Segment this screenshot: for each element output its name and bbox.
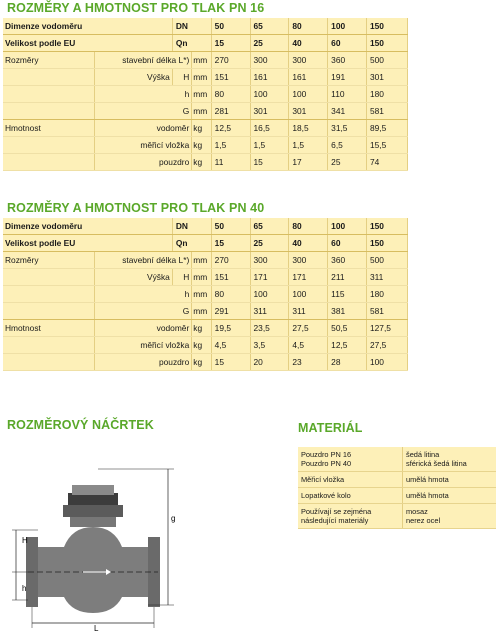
material-key: Měřicí vložka bbox=[298, 472, 403, 488]
cell-value: 100 bbox=[289, 86, 328, 103]
label-H: H bbox=[22, 536, 28, 545]
sub-label: stavební délka L*) bbox=[95, 52, 192, 69]
cell-value: 360 bbox=[328, 52, 367, 69]
group-label bbox=[3, 86, 95, 103]
cell-value: 180 bbox=[366, 86, 407, 103]
sub-key: H bbox=[172, 269, 191, 286]
cell-value: 15 bbox=[211, 354, 250, 371]
row-key: Qn bbox=[172, 35, 211, 52]
unit-label: mm bbox=[192, 86, 211, 103]
dims-row bbox=[3, 52, 408, 69]
cell-value: 31,5 bbox=[328, 120, 367, 137]
row-label: Dimenze vodoměru bbox=[3, 18, 172, 35]
unit-label: kg bbox=[192, 120, 211, 137]
cell-value: 300 bbox=[289, 252, 328, 269]
cell-value: 127,5 bbox=[366, 320, 407, 337]
cell-value: 161 bbox=[289, 69, 328, 86]
unit-label: kg bbox=[192, 137, 211, 154]
material-key: Pouzdro PN 16 Pouzdro PN 40 bbox=[298, 447, 403, 472]
sub-label: měřicí vložka bbox=[95, 337, 192, 354]
material-value: umělá hmota bbox=[403, 488, 497, 504]
cell-value: 300 bbox=[250, 52, 289, 69]
cell-value: 270 bbox=[211, 252, 250, 269]
material-key: Lopatkové kolo bbox=[298, 488, 403, 504]
cell-value: 100 bbox=[366, 354, 407, 371]
weight-row bbox=[3, 337, 408, 354]
label-L: L bbox=[94, 624, 99, 633]
material-row bbox=[298, 447, 496, 472]
group-label bbox=[3, 154, 95, 171]
cell-value: 100 bbox=[289, 286, 328, 303]
cell-value: 300 bbox=[289, 52, 328, 69]
weight-row bbox=[3, 320, 408, 337]
size-row bbox=[3, 35, 408, 52]
dims-row bbox=[3, 86, 408, 103]
cell-value: 581 bbox=[366, 103, 407, 120]
cell-value: 100 bbox=[250, 86, 289, 103]
cell-value: 28 bbox=[328, 354, 367, 371]
cell-value: 360 bbox=[328, 252, 367, 269]
row-label: Velikost podle EU bbox=[3, 35, 172, 52]
group-label bbox=[3, 286, 95, 303]
sub-label: vodoměr bbox=[95, 320, 192, 337]
cell-value: 3,5 bbox=[250, 337, 289, 354]
sub-label: vodoměr bbox=[95, 120, 192, 137]
unit-label: mm bbox=[192, 52, 211, 69]
material-value: mosaz nerez ocel bbox=[403, 504, 497, 529]
cell-value: 171 bbox=[289, 269, 328, 286]
cell-value: 80 bbox=[289, 218, 328, 235]
register-body bbox=[68, 493, 118, 507]
sub-label: h bbox=[95, 286, 192, 303]
dims-row bbox=[3, 252, 408, 269]
row-label: Dimenze vodoměru bbox=[3, 218, 172, 235]
cell-value: 100 bbox=[250, 286, 289, 303]
cell-value: 270 bbox=[211, 52, 250, 69]
cell-value: 191 bbox=[328, 69, 367, 86]
unit-label: mm bbox=[192, 303, 211, 320]
pn40-title: ROZMĚRY A HMOTNOST PRO TLAK PN 40 bbox=[7, 201, 265, 215]
cell-value: 15 bbox=[211, 235, 250, 252]
group-label: Rozměry bbox=[3, 52, 95, 69]
material-row bbox=[298, 472, 496, 488]
sub-label: pouzdro bbox=[95, 154, 192, 171]
cell-value: 150 bbox=[366, 235, 407, 252]
cell-value: 500 bbox=[366, 252, 407, 269]
cell-value: 151 bbox=[211, 69, 250, 86]
meter-body bbox=[38, 527, 148, 613]
cell-value: 23,5 bbox=[250, 320, 289, 337]
row-key: DN bbox=[172, 18, 211, 35]
cell-value: 301 bbox=[289, 103, 328, 120]
cell-value: 40 bbox=[289, 35, 328, 52]
dimension-row bbox=[3, 18, 408, 35]
group-label: Rozměry bbox=[3, 252, 95, 269]
cell-value: 211 bbox=[328, 269, 367, 286]
sub-label: měřicí vložka bbox=[95, 137, 192, 154]
row-label: Velikost podle EU bbox=[3, 235, 172, 252]
cell-value: 581 bbox=[366, 303, 407, 320]
cell-value: 281 bbox=[211, 103, 250, 120]
sub-label: Výška bbox=[95, 269, 173, 286]
group-label bbox=[3, 303, 95, 320]
cell-value: 80 bbox=[211, 286, 250, 303]
group-label bbox=[3, 354, 95, 371]
cell-value: 40 bbox=[289, 235, 328, 252]
unit-label: kg bbox=[192, 154, 211, 171]
cell-value: 150 bbox=[366, 18, 407, 35]
cell-value: 16,5 bbox=[250, 120, 289, 137]
cell-value: 27,5 bbox=[289, 320, 328, 337]
cell-value: 1,5 bbox=[211, 137, 250, 154]
material-value: umělá hmota bbox=[403, 472, 497, 488]
dims-row bbox=[3, 286, 408, 303]
dimension-drawing bbox=[8, 455, 183, 633]
cell-value: 300 bbox=[250, 252, 289, 269]
cell-value: 100 bbox=[328, 18, 367, 35]
unit-label: kg bbox=[192, 337, 211, 354]
dims-row bbox=[3, 269, 408, 286]
cell-value: 15,5 bbox=[366, 137, 407, 154]
material-table bbox=[298, 447, 496, 529]
cell-value: 311 bbox=[366, 269, 407, 286]
cell-value: 301 bbox=[366, 69, 407, 86]
cell-value: 60 bbox=[328, 235, 367, 252]
cell-value: 25 bbox=[328, 154, 367, 171]
cell-value: 150 bbox=[366, 218, 407, 235]
unit-label: kg bbox=[192, 320, 211, 337]
cell-value: 27,5 bbox=[366, 337, 407, 354]
cell-value: 110 bbox=[328, 86, 367, 103]
pn40-table bbox=[3, 218, 408, 371]
cell-value: 25 bbox=[250, 35, 289, 52]
cell-value: 4,5 bbox=[289, 337, 328, 354]
sub-label: G bbox=[95, 103, 192, 120]
cell-value: 115 bbox=[328, 286, 367, 303]
group-label bbox=[3, 69, 95, 86]
cell-value: 301 bbox=[250, 103, 289, 120]
cell-value: 1,5 bbox=[250, 137, 289, 154]
cell-value: 89,5 bbox=[366, 120, 407, 137]
weight-row bbox=[3, 154, 408, 171]
row-key: DN bbox=[172, 218, 211, 235]
weight-row bbox=[3, 137, 408, 154]
size-row bbox=[3, 235, 408, 252]
dims-row bbox=[3, 103, 408, 120]
cell-value: 65 bbox=[250, 218, 289, 235]
cell-value: 12,5 bbox=[211, 120, 250, 137]
cell-value: 150 bbox=[366, 35, 407, 52]
cell-value: 50 bbox=[211, 218, 250, 235]
unit-label: kg bbox=[192, 354, 211, 371]
dims-row bbox=[3, 69, 408, 86]
cell-value: 20 bbox=[250, 354, 289, 371]
material-value: šedá litina sférická šedá litina bbox=[403, 447, 497, 472]
cell-value: 15 bbox=[211, 35, 250, 52]
weight-row bbox=[3, 354, 408, 371]
row-key: Qn bbox=[172, 235, 211, 252]
cell-value: 80 bbox=[211, 86, 250, 103]
dimension-row bbox=[3, 218, 408, 235]
cell-value: 100 bbox=[328, 218, 367, 235]
pn16-title: ROZMĚRY A HMOTNOST PRO TLAK PN 16 bbox=[7, 1, 265, 15]
material-row bbox=[298, 488, 496, 504]
material-title: MATERIÁL bbox=[298, 421, 363, 435]
label-h: h bbox=[22, 584, 27, 593]
cell-value: 161 bbox=[250, 69, 289, 86]
cell-value: 19,5 bbox=[211, 320, 250, 337]
sub-label: Výška bbox=[95, 69, 173, 86]
unit-label: mm bbox=[192, 103, 211, 120]
cell-value: 171 bbox=[250, 269, 289, 286]
cell-value: 151 bbox=[211, 269, 250, 286]
group-label bbox=[3, 269, 95, 286]
group-label: Hmotnost bbox=[3, 120, 95, 137]
weight-row bbox=[3, 120, 408, 137]
cell-value: 291 bbox=[211, 303, 250, 320]
cell-value: 311 bbox=[250, 303, 289, 320]
cell-value: 25 bbox=[250, 235, 289, 252]
cell-value: 11 bbox=[211, 154, 250, 171]
group-label bbox=[3, 137, 95, 154]
group-label: Hmotnost bbox=[3, 320, 95, 337]
material-key: Používají se zejména následující materiály bbox=[298, 504, 403, 529]
cell-value: 17 bbox=[289, 154, 328, 171]
group-label bbox=[3, 337, 95, 354]
label-g: g bbox=[171, 514, 176, 523]
cell-value: 65 bbox=[250, 18, 289, 35]
cell-value: 23 bbox=[289, 354, 328, 371]
group-label bbox=[3, 103, 95, 120]
sub-key: H bbox=[172, 69, 191, 86]
sketch-title: ROZMĚROVÝ NÁČRTEK bbox=[7, 418, 154, 432]
cell-value: 80 bbox=[289, 18, 328, 35]
sub-label: h bbox=[95, 86, 192, 103]
cell-value: 12,5 bbox=[328, 337, 367, 354]
cell-value: 4,5 bbox=[211, 337, 250, 354]
cell-value: 180 bbox=[366, 286, 407, 303]
cell-value: 50 bbox=[211, 18, 250, 35]
unit-label: mm bbox=[192, 252, 211, 269]
cell-value: 1,5 bbox=[289, 137, 328, 154]
sub-label: pouzdro bbox=[95, 354, 192, 371]
cell-value: 74 bbox=[366, 154, 407, 171]
unit-label: mm bbox=[192, 69, 211, 86]
material-row bbox=[298, 504, 496, 529]
cell-value: 381 bbox=[328, 303, 367, 320]
cell-value: 6,5 bbox=[328, 137, 367, 154]
unit-label: mm bbox=[192, 269, 211, 286]
cell-value: 18,5 bbox=[289, 120, 328, 137]
cell-value: 311 bbox=[289, 303, 328, 320]
unit-label: mm bbox=[192, 286, 211, 303]
sub-label: G bbox=[95, 303, 192, 320]
dims-row bbox=[3, 303, 408, 320]
cell-value: 60 bbox=[328, 35, 367, 52]
cell-value: 15 bbox=[250, 154, 289, 171]
cell-value: 341 bbox=[328, 103, 367, 120]
cell-value: 50,5 bbox=[328, 320, 367, 337]
pn16-table bbox=[3, 18, 408, 171]
cell-value: 500 bbox=[366, 52, 407, 69]
sub-label: stavební délka L*) bbox=[95, 252, 192, 269]
